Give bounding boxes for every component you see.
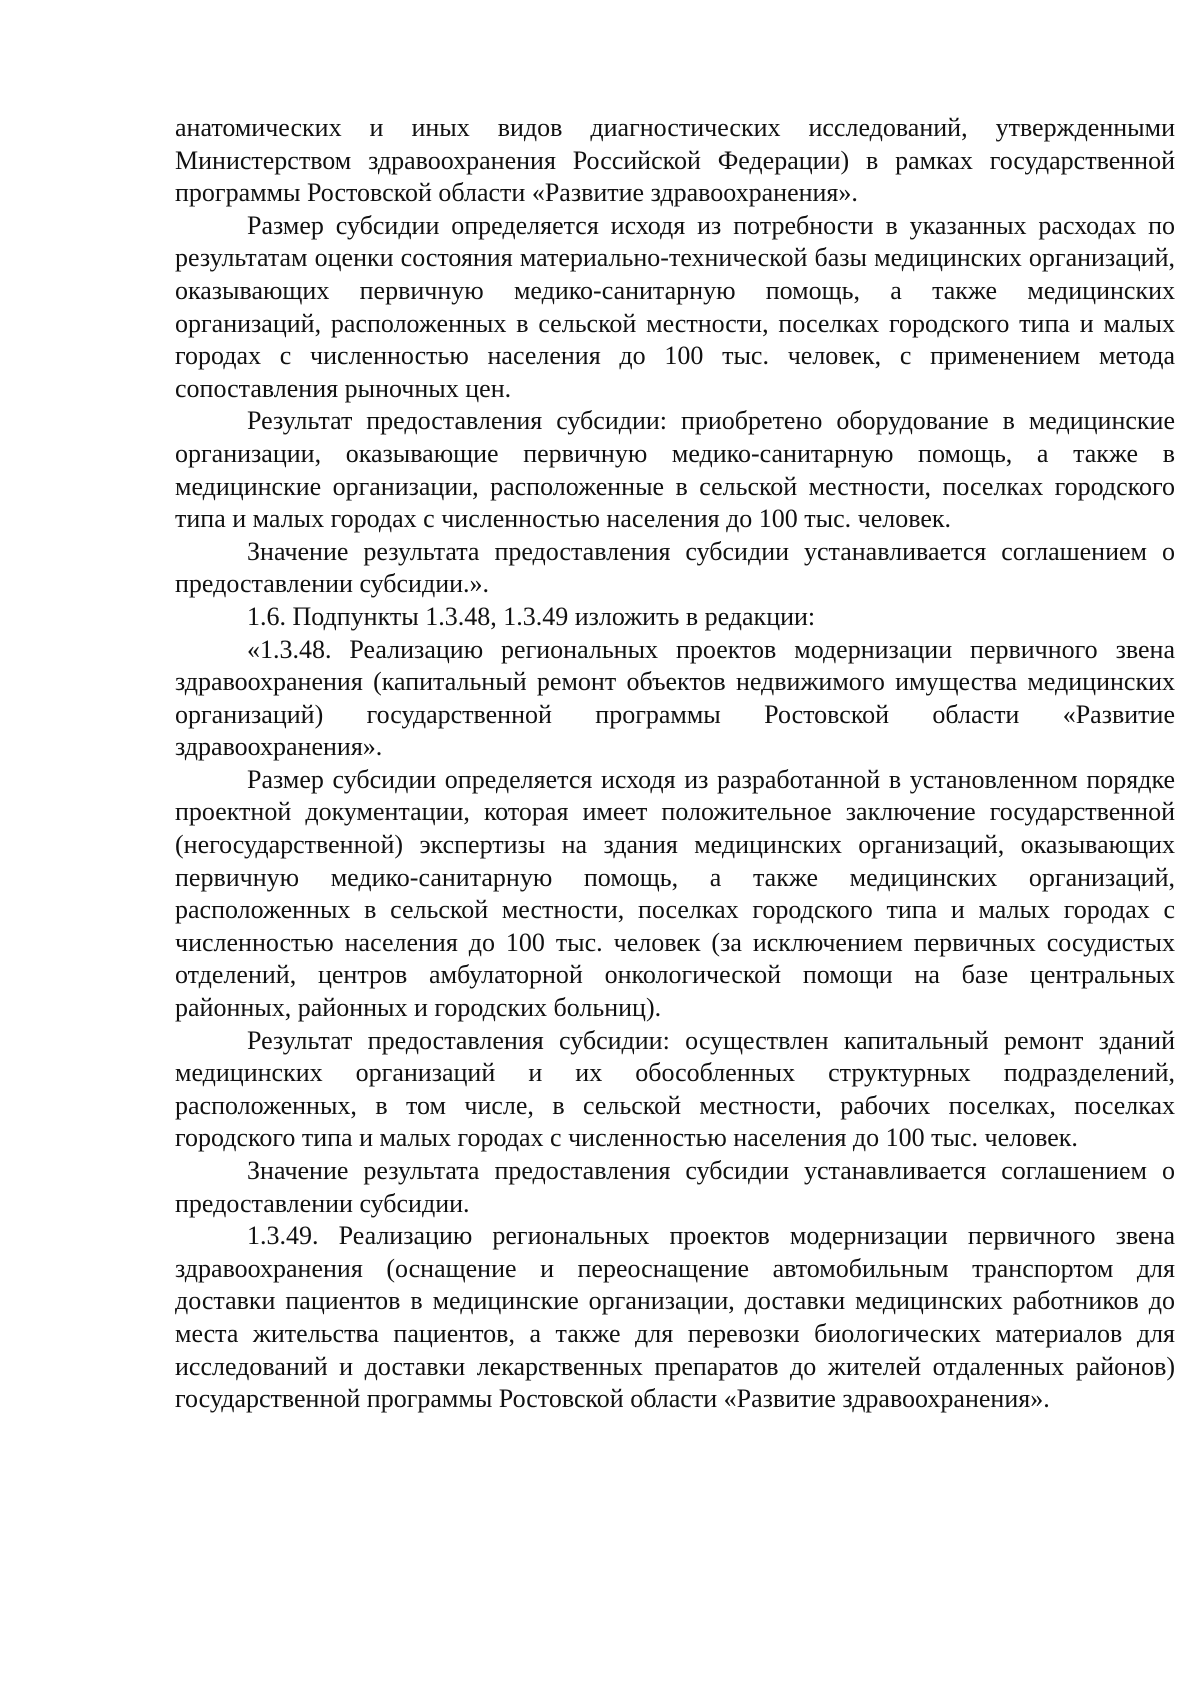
- paragraph-amendment-1-6: 1.6. Подпункты 1.3.48, 1.3.49 изложить в редакции:: [247, 601, 816, 631]
- paragraph-subsidy-size-1-3-48: Размер субсидии определяется исходя из разработанной в установленном порядке проектной документации, которая имеет положительное заключение государственной (негосударственной) экспертизы на здания медицинских организаций, оказывающих первичную медико-санитарную помощь, а также медицинских организаций, расположенных в сельской местности, поселках городского типа и малых городах с численностью населения до 100 тыс. человек (за исключением первичных сосудистых отделений, центров амбулаторной онкологической помощи на базе центральных районных, районных и городских больниц).: [175, 764, 1175, 1023]
- paragraph-item-1-3-48: «1.3.48. Реализацию региональных проектов модернизации первичного звена здравоохранения (капитальный ремонт объектов недвижимого имущества медицинских организаций) государственной программы Ростовской области «Развитие здравоохранения».: [175, 634, 1175, 762]
- paragraph-subsidy-result-1-3-48: Результат предоставления субсидии: осуществлен капитальный ремонт зданий медицинских организаций и их обособленных структурных подразделений, расположенных, в том числе, в сельской местности, рабочих поселках, поселках городского типа и малых городах с численностью населения до 100 тыс. человек.: [175, 1025, 1175, 1153]
- document-page: [175, 112, 1175, 1416]
- paragraph-result-value-1-3-48: Значение результата предоставления субсидии устанавливается соглашением о предоставлении субсидии.: [175, 1156, 1175, 1218]
- paragraph-subsidy-size: Размер субсидии определяется исходя из потребности в указанных расходах по результатам оценки состояния материально-технической базы медицинских организаций, оказывающих первичную медико-санитарную помощь, а также медицинских организаций, расположенных в сельской местности, поселках городского типа и малых городах с численностью населения до 100 тыс. человек, с применением метода сопоставления рыночных цен.: [175, 210, 1175, 403]
- paragraph-result-value: Значение результата предоставления субсидии устанавливается соглашением о предоставлении субсидии.».: [175, 536, 1175, 599]
- paragraph-item-1-3-49: 1.3.49. Реализацию региональных проектов модернизации первичного звена здравоохранения (оснащение и переоснащение автомобильным транспортом для доставки пациентов в медицинские организации, доставки медицинских работников до места жительства пациентов, а также для перевозки биологических материалов для исследований и доставки лекарственных препаратов до жителей отдаленных районов) государственной программы Ростовской области «Развитие здравоохранения».: [175, 1221, 1175, 1414]
- paragraph-subsidy-result: Результат предоставления субсидии: приобретено оборудование в медицинские организации, оказывающие первичную медико-санитарную помощь, а также в медицинские организации, расположенные в сельской местности, поселках городского типа и малых городах с численностью населения до 100 тыс. человек.: [175, 406, 1175, 534]
- paragraph-continuation: анатомических и иных видов диагностических исследований, утвержденными Министерством здравоохранения Российской Федерации) в рамках государственной программы Ростовской области «Развитие здравоохранения».: [175, 113, 1175, 208]
